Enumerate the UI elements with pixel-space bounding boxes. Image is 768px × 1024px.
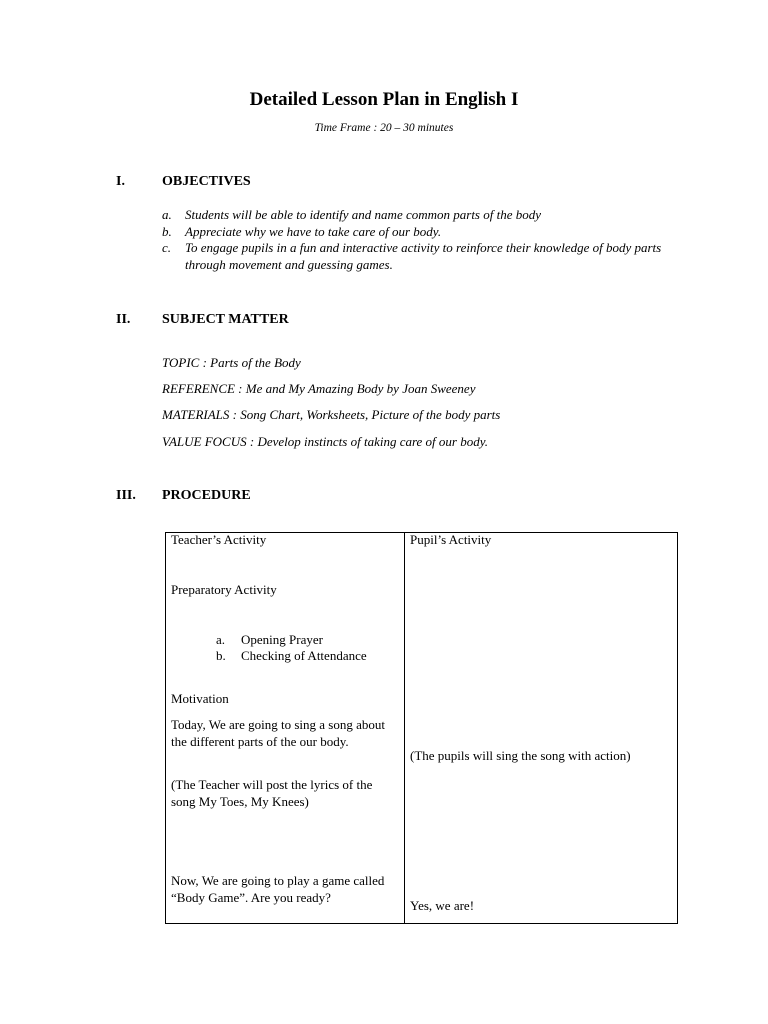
- objective-item: [162, 240, 682, 273]
- topic-line: TOPIC : Parts of the Body: [162, 355, 301, 370]
- objective-text: Students will be able to identify and name common parts of the body: [185, 207, 542, 222]
- teacher-post-text: (The Teacher will post the lyrics of the song My Toes, My Knees): [171, 777, 373, 809]
- subject-matter-number: II.: [116, 312, 131, 327]
- preparatory-activity-label: Preparatory Activity: [171, 582, 277, 597]
- table-column-divider: [404, 532, 405, 924]
- game-intro-text: Now, We are going to play a game called “Body Game”. Are you ready?: [171, 873, 385, 905]
- pupil-activity-header: Pupil’s Activity: [410, 532, 492, 547]
- value-focus-line: VALUE FOCUS : Develop instincts of taking care of our body.: [162, 434, 489, 449]
- subject-matter-heading: SUBJECT MATTER: [162, 312, 289, 327]
- objective-item: [162, 224, 682, 241]
- materials-line: MATERIALS : Song Chart, Worksheets, Picture of the body parts: [162, 407, 501, 422]
- pupil-ready-response: Yes, we are!: [410, 898, 475, 913]
- time-frame: Time Frame : 20 – 30 minutes: [314, 122, 454, 134]
- procedure-number: III.: [116, 488, 136, 503]
- teacher-activity-header: Teacher’s Activity: [171, 532, 267, 547]
- objectives-list: [162, 207, 682, 273]
- prep-item-letter: a.: [216, 632, 226, 647]
- document-title: Detailed Lesson Plan in English I: [249, 89, 519, 110]
- motivation-label: Motivation: [171, 691, 229, 706]
- pupil-sing-response: (The pupils will sing the song with action): [410, 748, 631, 763]
- procedure-heading: PROCEDURE: [162, 488, 251, 503]
- objectives-number: I.: [116, 174, 125, 189]
- objectives-heading: OBJECTIVES: [162, 174, 251, 189]
- song-intro-text: Today, We are going to sing a song about the different parts of the our body.: [171, 717, 385, 749]
- objective-letter: a.: [162, 207, 172, 222]
- prep-item-letter: b.: [216, 648, 226, 663]
- reference-line: REFERENCE : Me and My Amazing Body by Joan Sweeney: [162, 381, 476, 396]
- objective-letter: c.: [162, 240, 172, 255]
- prep-item-text: Opening Prayer: [241, 632, 323, 647]
- objective-text: To engage pupils in a fun and interactive activity to reinforce their knowledge of body parts through movement and guessing games.: [185, 240, 662, 272]
- prep-item-text: Checking of Attendance: [241, 648, 367, 663]
- objective-letter: b.: [162, 223, 172, 239]
- objective-text: Appreciate why we have to take care of our body.: [185, 223, 442, 239]
- objective-item: [162, 207, 682, 224]
